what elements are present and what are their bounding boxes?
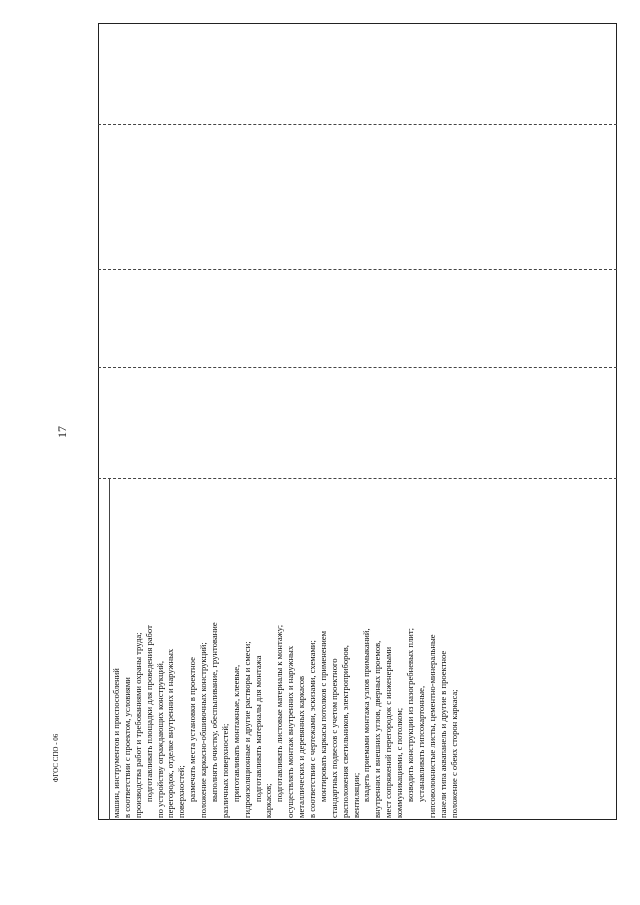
- text-line: гидроизоляционные и другие растворы и смеси;: [241, 641, 252, 818]
- text-line: гипсоволокнистые листы, цементно-минеральные: [426, 634, 437, 818]
- text-line: коммуникациями, с потолком;: [394, 707, 405, 818]
- text-line: владеть приемами монтажа узлов примыканий,: [361, 628, 372, 802]
- text-line: монтировать каркасы потолков с применением: [317, 630, 328, 802]
- text-line: поверхностей;: [176, 765, 187, 818]
- text-line: панели типа аквапанель и другие в проектное: [437, 650, 448, 818]
- text-line: каркасов;: [263, 783, 274, 818]
- text-line: приготавливать монтажные, клеевые,: [230, 664, 241, 802]
- text-line: подготавливать листовые материалы к монтажу;: [274, 624, 285, 802]
- text-line: машин, инструментов и приспособлений: [111, 668, 121, 818]
- text-line: в соответствии с проектом, условиями: [121, 677, 132, 818]
- skills-text: [111, 478, 581, 820]
- text-line: мест сопряжений перегородок с инженерными: [383, 646, 394, 818]
- text-line: подготавливать площадки для проведения работ: [143, 625, 154, 802]
- text-line: устанавливать гипсокартонные,: [415, 685, 426, 802]
- table-column-divider: [109, 478, 110, 820]
- text-line: металлических и деревянных каркасов: [296, 675, 307, 818]
- table-row-divider: [98, 367, 617, 368]
- footer-code: ФГОС СПО - 06: [52, 733, 60, 783]
- text-line: положение с обеих сторон каркаса;: [448, 689, 459, 818]
- text-line: перегородок, отделке внутренних и наружных: [165, 648, 176, 818]
- text-line: расположения светильников, электроприборов,: [339, 645, 350, 818]
- table-row-divider: [98, 269, 617, 270]
- text-line: подготавливать материалы для монтажа: [252, 655, 263, 802]
- table-row-divider: [98, 124, 617, 125]
- text-line: в соответствии с чертежами, эскизами, схемами;: [307, 640, 318, 818]
- text-line: осуществлять монтаж внутренних и наружных: [285, 645, 296, 818]
- text-line: выполнять очистку, обеспыливание, грунтование: [209, 622, 220, 802]
- text-line: размечать места установки в проектное: [187, 657, 198, 802]
- text-line: возводить конструкции из пазогребневых плит;: [405, 628, 416, 802]
- page-number: 17: [55, 426, 69, 438]
- text-line: по устройству ограждающих конструкций,: [154, 660, 165, 818]
- text-line: производства работ и требованиями охраны труда;: [132, 632, 143, 818]
- text-line: различных поверхностей;: [219, 723, 230, 818]
- text-line: вентиляции;: [350, 772, 361, 818]
- text-line: положение каркасно-обшивочных конструкций;: [198, 642, 209, 818]
- text-line: внутренних и внешних углов, дверных проемов,: [372, 640, 383, 818]
- skills-cell: [111, 478, 581, 820]
- text-line: стандартных подвесов с учетом проектного: [328, 658, 339, 818]
